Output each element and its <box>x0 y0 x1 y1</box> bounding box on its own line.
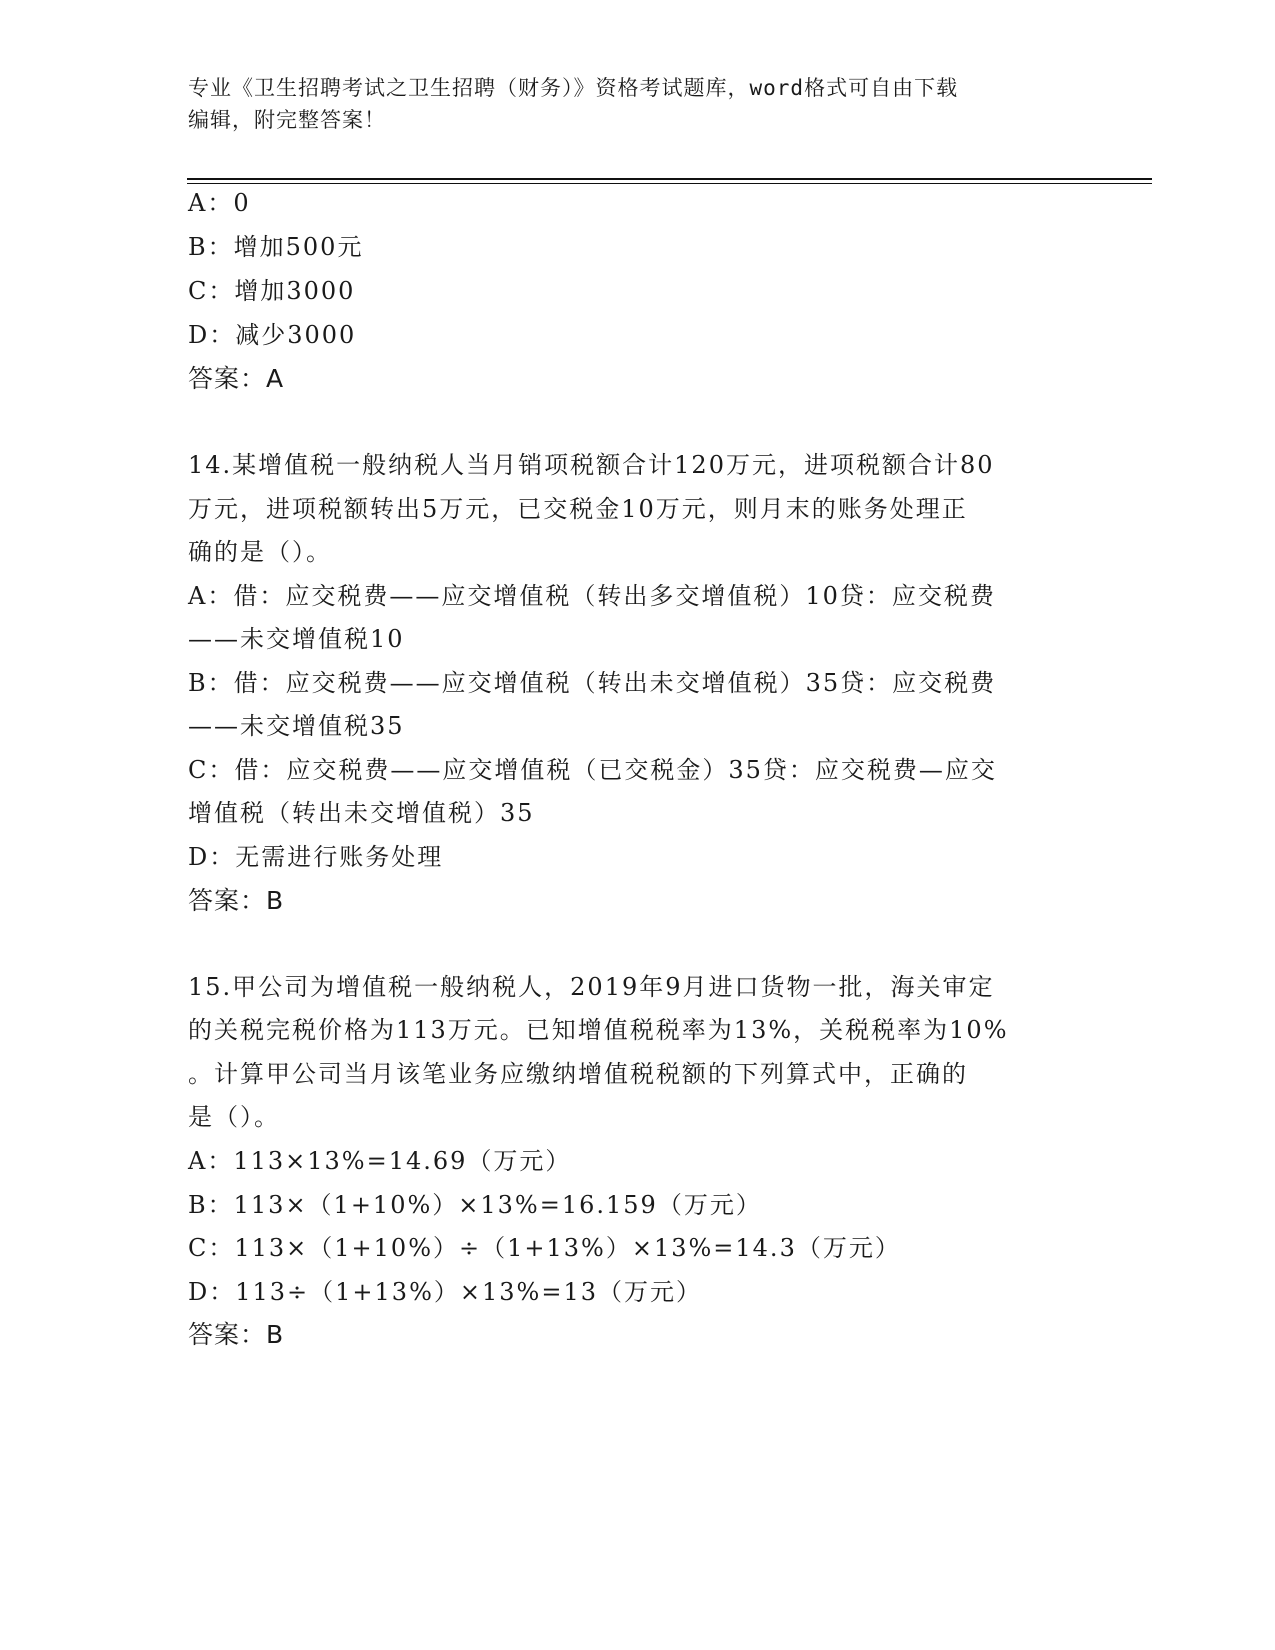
q13-option-a: A：0 <box>188 189 251 217</box>
q15-stem-line-1: 15.甲公司为增值税一般纳税人，2019年9月进口货物一批，海关审定 <box>188 973 995 1001</box>
q14-stem-line-2: 万元，进项税额转出5万元，已交税金10万元，则月末的账务处理正 <box>188 495 968 523</box>
q15-option-b: B：113×（1+10%）×13%=16.159（万元） <box>188 1191 762 1219</box>
q14-option-c: C：借：应交税费——应交增值税（已交税金）35贷：应交税费—应交 <box>188 756 997 784</box>
q14-stem-line-1: 14.某增值税一般纳税人当月销项税额合计120万元，进项税额合计80 <box>188 451 995 479</box>
q15-option-d: D：113÷（1+13%）×13%=13（万元） <box>188 1278 702 1306</box>
header-divider-thin <box>187 183 1152 184</box>
q13-option-c: C：增加3000 <box>188 277 356 305</box>
q15-option-a: A：113×13%=14.69（万元） <box>188 1147 572 1175</box>
q14-answer: 答案：B <box>188 886 285 915</box>
q15-stem-line-2: 的关税完税价格为113万元。已知增值税税率为13%，关税税率为10% <box>188 1016 1009 1044</box>
q15-option-c: C：113×（1+10%）÷（1+13%）×13%=14.3（万元） <box>188 1234 901 1262</box>
q15-stem-line-3: 。计算甲公司当月该笔业务应缴纳增值税税额的下列算式中，正确的 <box>188 1060 968 1088</box>
q14-option-b-cont: ——未交增值税35 <box>188 712 405 740</box>
q14-option-a: A：借：应交税费——应交增值税（转出多交增值税）10贷：应交税费 <box>188 582 996 610</box>
header-line-1: 专业《卫生招聘考试之卫生招聘（财务）》资格考试题库，word格式可自由下载 <box>188 76 959 100</box>
document-header <box>188 72 1088 136</box>
header-line-2: 编辑，附完整答案！ <box>188 108 386 132</box>
header-divider-thick <box>187 178 1152 180</box>
q14-stem-line-3: 确的是（）。 <box>188 538 332 566</box>
q14-option-a-cont: ——未交增值税10 <box>188 625 405 653</box>
q13-answer: 答案：A <box>188 364 285 393</box>
q15-stem-line-4: 是（）。 <box>188 1103 280 1131</box>
q14-option-d: D：无需进行账务处理 <box>188 843 444 871</box>
q15-answer: 答案：B <box>188 1320 285 1349</box>
q14-option-c-cont: 增值税（转出未交增值税）35 <box>188 799 535 827</box>
q13-option-d: D：减少3000 <box>188 321 357 349</box>
q13-option-b: B：增加500元 <box>188 233 364 261</box>
q14-option-b: B：借：应交税费——应交增值税（转出未交增值税）35贷：应交税费 <box>188 669 997 697</box>
